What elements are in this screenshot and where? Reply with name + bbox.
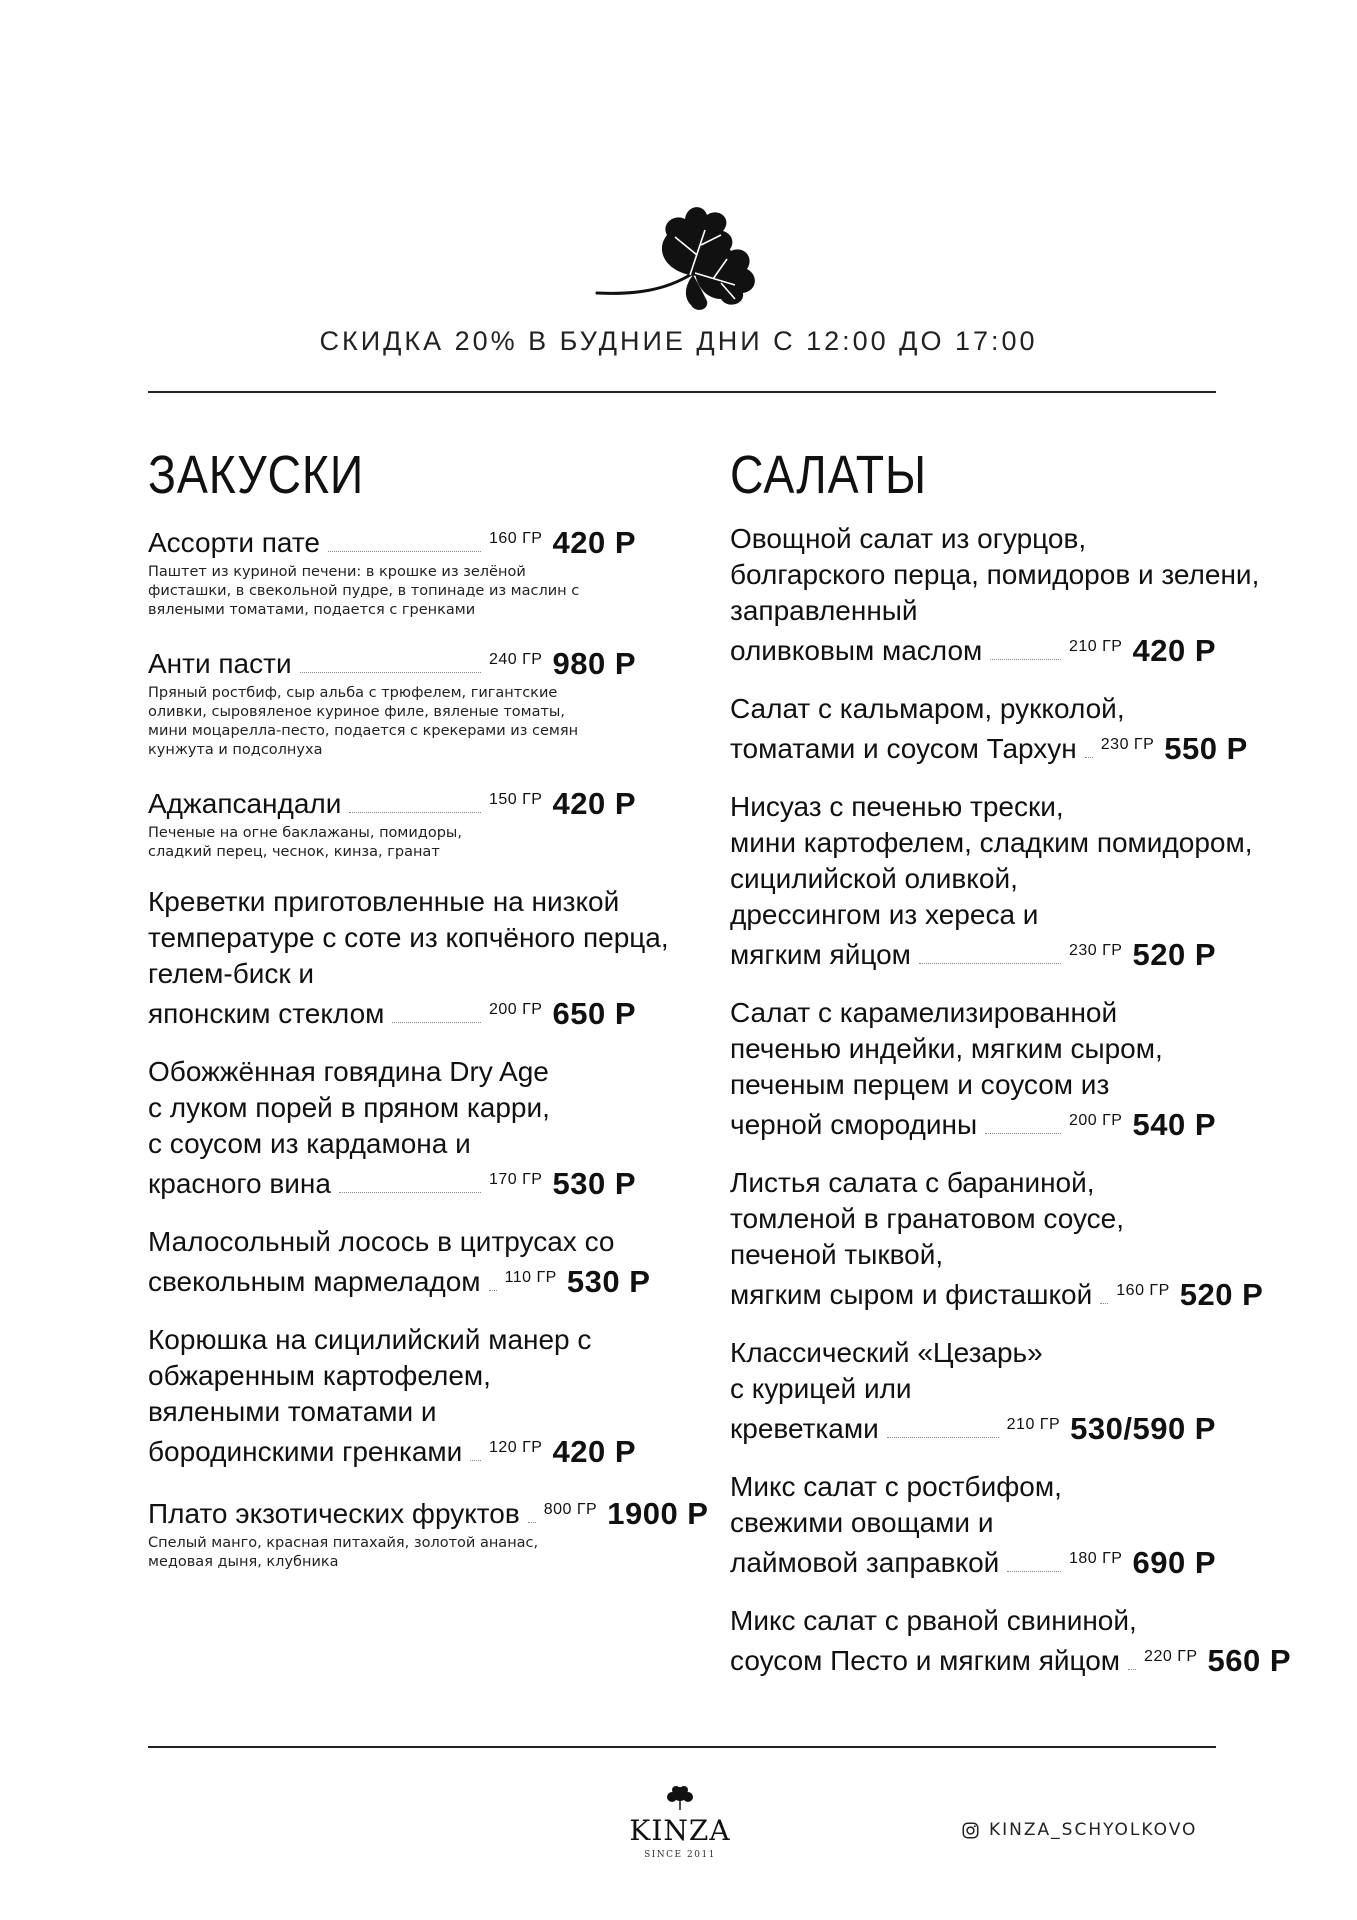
menu-item-price: 420 Р <box>552 1434 636 1469</box>
menu-item-description <box>148 1534 636 1572</box>
menu-item-name: лаймовой заправкой <box>730 1547 1000 1578</box>
menu-item-description-line: оливки, сыровяленое куриное филе, вяленые томаты, <box>148 704 565 720</box>
menu-item-name: бородинскими гренками <box>148 1436 463 1467</box>
menu-item-name-line <box>148 1394 636 1430</box>
dotted-leader <box>489 1289 497 1291</box>
menu-item-name-line <box>148 920 669 956</box>
menu-list <box>730 521 1292 1679</box>
menu-item-name: температуре с соте из копчёного перца, <box>148 922 669 953</box>
menu-item-name: свежими овощами и <box>730 1507 994 1538</box>
menu-item-price: 420 Р <box>552 525 636 560</box>
menu-item-name: с соусом из кардамона и <box>148 1128 471 1159</box>
menu-item-name: печеной тыквой, <box>730 1239 944 1270</box>
menu-item-name: гелем-биск и <box>148 958 315 989</box>
menu-item-name-line <box>148 1090 636 1126</box>
menu-item-name-line <box>730 521 1216 557</box>
menu-item-weight: 210 ГР <box>1069 638 1123 655</box>
menu-item-name: вялеными томатами и <box>148 1396 437 1427</box>
menu-item-weight: 160 ГР <box>489 530 543 547</box>
menu-item <box>148 642 636 760</box>
menu-item-name-line <box>730 861 1216 897</box>
menu-item-name-row <box>148 1162 636 1202</box>
menu-item-price: 1900 Р <box>607 1496 709 1531</box>
menu-item-description <box>148 684 636 760</box>
menu-item-name-line <box>730 1201 1216 1237</box>
instagram-handle[interactable] <box>962 1820 1197 1840</box>
menu-item-name-row <box>148 1492 709 1532</box>
menu-item-name: Классический «Цезарь» <box>730 1337 1043 1368</box>
section-salads <box>730 445 1292 1701</box>
menu-item-name-row <box>730 1639 1292 1679</box>
menu-item-name-line <box>730 1335 1216 1371</box>
menu-item-name-line <box>730 825 1253 861</box>
dotted-leader <box>300 671 481 673</box>
menu-item-name: Аджапсандали <box>148 788 342 819</box>
menu-item-weight: 220 ГР <box>1144 1648 1198 1665</box>
menu-item-name: Нисуаз с печенью трески, <box>730 791 1064 822</box>
menu-item-price: 550 Р <box>1164 731 1248 766</box>
section-appetizers <box>148 445 709 1594</box>
menu-item <box>730 995 1216 1143</box>
menu-item-name-row <box>148 1430 636 1470</box>
menu-item-name-row <box>730 1103 1216 1143</box>
menu-item-name: с луком порей в пряном карри, <box>148 1092 550 1123</box>
menu-item-price: 520 Р <box>1132 937 1216 972</box>
menu-item-weight: 160 ГР <box>1116 1282 1170 1299</box>
menu-item <box>730 521 1260 669</box>
menu-item-name: Плато экзотических фруктов <box>148 1498 520 1529</box>
menu-item-name-line <box>730 691 1216 727</box>
dotted-leader <box>328 550 481 552</box>
menu-item-name: японским стеклом <box>148 998 385 1029</box>
menu-item-description-line: мини моцарелла-песто, подается с крекерами из семян <box>148 723 579 739</box>
menu-item-description-line: сладкий перец, чеснок, кинза, гранат <box>148 844 440 860</box>
menu-item-name-line <box>730 593 1216 629</box>
menu-item <box>148 884 669 1032</box>
menu-item-name: черной смородины <box>730 1109 978 1140</box>
menu-item-name: томленой в гранатовом соусе, <box>730 1203 1124 1234</box>
brand-since: SINCE 2011 <box>644 1850 716 1860</box>
menu-item-name: красного вина <box>148 1168 331 1199</box>
menu-item-price: 530 Р <box>566 1264 651 1299</box>
menu-item-description-line: медовая дыня, клубника <box>148 1554 339 1570</box>
dotted-leader <box>392 1021 481 1023</box>
menu-item-price: 690 Р <box>1132 1545 1216 1580</box>
top-divider <box>148 391 1216 393</box>
menu-item-name: сицилийской оливкой, <box>730 863 1018 894</box>
menu-item-name: обжаренным картофелем, <box>148 1360 491 1391</box>
menu-item-name: Микс салат с рваной свининой, <box>730 1605 1137 1636</box>
menu-item <box>730 1165 1264 1313</box>
dotted-leader <box>919 962 1061 964</box>
menu-item <box>730 691 1248 767</box>
menu-item-name-row <box>148 992 636 1032</box>
menu-item <box>148 1492 709 1572</box>
menu-item-weight: 200 ГР <box>1069 1112 1123 1129</box>
menu-item-name-line <box>730 1603 1216 1639</box>
menu-item-name-line <box>730 1371 1216 1407</box>
dotted-leader <box>985 1132 1061 1134</box>
menu-item-name-row <box>148 521 636 561</box>
menu-item <box>730 789 1253 973</box>
menu-item-name: болгарского перца, помидоров и зелени, <box>730 559 1260 590</box>
menu-item-name-row <box>730 1273 1264 1313</box>
dotted-leader <box>528 1521 536 1523</box>
menu-item-name-row <box>730 933 1216 973</box>
menu-item-name-line <box>148 1358 636 1394</box>
menu-item-weight: 230 ГР <box>1100 736 1155 753</box>
footer-logo <box>625 1785 735 1860</box>
menu-item-weight: 800 ГР <box>543 1501 598 1518</box>
menu-item-name-line <box>148 1322 636 1358</box>
menu-item-name: печеным перцем и соусом из <box>730 1069 1110 1100</box>
menu-item-price: 560 Р <box>1207 1643 1292 1678</box>
menu-item-name-line <box>730 995 1216 1031</box>
menu-item-description-line: кунжута и подсолнуха <box>148 742 323 758</box>
menu-item-description-line: Паштет из куриной печени: в крошке из зелёной <box>148 564 526 580</box>
menu-item-name-line <box>148 1126 636 1162</box>
menu-item-weight: 200 ГР <box>489 1001 543 1018</box>
menu-item-name-row <box>730 629 1216 669</box>
menu-item <box>730 1469 1216 1581</box>
menu-item-name: Креветки приготовленные на низкой <box>148 886 620 917</box>
menu-item <box>148 1322 636 1470</box>
menu-item <box>148 1224 651 1300</box>
menu-item-name-row <box>148 1260 651 1300</box>
bottom-divider <box>148 1746 1216 1748</box>
dotted-leader <box>470 1459 481 1461</box>
menu-item-name: Микс салат с ростбифом, <box>730 1471 1062 1502</box>
menu-list <box>148 521 709 1572</box>
promo-banner: СКИДКА 20% В БУДНИЕ ДНИ С 12:00 ДО 17:00 <box>319 326 1038 356</box>
dotted-leader <box>349 811 481 813</box>
menu-item-name-line <box>730 1469 1216 1505</box>
menu-item-name-line <box>148 1224 636 1260</box>
dotted-leader <box>887 1436 999 1438</box>
menu-item-description-line: вялеными томатами, подается с гренками <box>148 602 476 618</box>
instagram-handle-text: KINZA_SCHYOLKOVO <box>989 1820 1198 1840</box>
menu-item-name: соусом Песто и мягким яйцом <box>730 1645 1121 1676</box>
dotted-leader <box>990 658 1061 660</box>
menu-item-weight: 180 ГР <box>1069 1550 1123 1567</box>
menu-item-name: мягким яйцом <box>730 939 911 970</box>
menu-item-price: 530/590 Р <box>1070 1411 1216 1446</box>
menu-item-name-row <box>730 727 1248 767</box>
menu-item-description <box>148 563 636 620</box>
dotted-leader <box>339 1191 481 1193</box>
menu-item-name: Салат с карамелизированной <box>730 997 1118 1028</box>
menu-item-name: Овощной салат из огурцов, <box>730 523 1087 554</box>
menu-item-name-line <box>148 956 636 992</box>
dotted-leader <box>1007 1570 1061 1572</box>
brand-name: KINZA <box>629 1814 731 1847</box>
menu-item-name: Салат с кальмаром, рукколой, <box>730 693 1125 724</box>
menu-item <box>148 782 636 862</box>
menu-item-description-line: Печеные на огне баклажаны, помидоры, <box>148 825 462 841</box>
menu-item-name-line <box>730 1237 1216 1273</box>
menu-item-name-row <box>148 642 636 682</box>
menu-item-name: Корюшка на сицилийский манер с <box>148 1324 592 1355</box>
dotted-leader <box>1085 756 1093 758</box>
menu-item-name: Малосольный лосось в цитрусах со <box>148 1226 615 1257</box>
menu-item-weight: 170 ГР <box>489 1171 543 1188</box>
menu-item-name: заправленный <box>730 595 918 626</box>
menu-item-price: 650 Р <box>552 996 636 1031</box>
menu-item-description-line: Спелый манго, красная питахайя, золотой ананас, <box>148 1535 539 1551</box>
menu-item-name: свекольным мармеладом <box>148 1266 481 1297</box>
menu-item-price: 980 Р <box>552 646 636 681</box>
menu-item-name-line <box>148 1054 636 1090</box>
menu-item-price: 540 Р <box>1132 1107 1216 1142</box>
menu-item-name: мягким сыром и фисташкой <box>730 1279 1093 1310</box>
menu-item-weight: 150 ГР <box>489 791 543 808</box>
menu-item <box>148 1054 636 1202</box>
menu-item-weight: 210 ГР <box>1006 1416 1061 1433</box>
menu-item-name-line <box>730 1067 1216 1103</box>
cilantro-leaf-icon <box>595 195 775 315</box>
dotted-leader <box>1100 1302 1108 1304</box>
menu-item-name: Ассорти пате <box>148 527 320 558</box>
cilantro-leaf-icon <box>663 1785 697 1811</box>
menu-item-name-row <box>730 1407 1216 1447</box>
menu-item-price: 530 Р <box>552 1166 636 1201</box>
section-title: ЗАКУСКИ <box>148 445 365 505</box>
menu-item-weight: 240 ГР <box>489 651 543 668</box>
menu-item-name: Листья салата с бараниной, <box>730 1167 1095 1198</box>
menu-item <box>730 1603 1292 1679</box>
section-title: САЛАТЫ <box>730 445 927 505</box>
menu-item-name: оливковым маслом <box>730 635 983 666</box>
menu-item-name-row <box>148 782 636 822</box>
menu-item-description-line: Пряный ростбиф, сыр альба с трюфелем, гигантские <box>148 685 558 701</box>
menu-item-price: 420 Р <box>1132 633 1216 668</box>
menu-item-name: с курицей или <box>730 1373 912 1404</box>
menu-item-name: Анти пасти <box>148 648 292 679</box>
menu-item-name-line <box>730 897 1216 933</box>
instagram-icon <box>962 1822 979 1839</box>
menu-item <box>730 1335 1216 1447</box>
menu-item-price: 520 Р <box>1179 1277 1264 1312</box>
menu-item-name: креветками <box>730 1413 879 1444</box>
menu-item-name-line <box>730 1505 1216 1541</box>
menu-item-weight: 120 ГР <box>489 1439 543 1456</box>
menu-item-name-line <box>730 1031 1216 1067</box>
menu-item-name: Обожжённая говядина Dry Age <box>148 1056 549 1087</box>
menu-item-name: дрессингом из хереса и <box>730 899 1039 930</box>
menu-item <box>148 521 636 620</box>
menu-item-name: мини картофелем, сладким помидором, <box>730 827 1253 858</box>
menu-item-name-line <box>730 1165 1216 1201</box>
dotted-leader <box>1128 1668 1136 1670</box>
menu-item-weight: 230 ГР <box>1069 942 1123 959</box>
menu-item-price: 420 Р <box>552 786 636 821</box>
menu-item-name-line <box>730 557 1260 593</box>
menu-item-description-line: фисташки, в свекольной пудре, в топинаде из маслин с <box>148 583 580 599</box>
menu-item-name-line <box>730 789 1216 825</box>
menu-item-weight: 110 ГР <box>504 1269 557 1286</box>
menu-item-name: томатами и соусом Тархун <box>730 733 1077 764</box>
menu-item-name-row <box>730 1541 1216 1581</box>
menu-item-name-line <box>148 884 636 920</box>
menu-item-name: печенью индейки, мягким сыром, <box>730 1033 1163 1064</box>
menu-item-description <box>148 824 636 862</box>
